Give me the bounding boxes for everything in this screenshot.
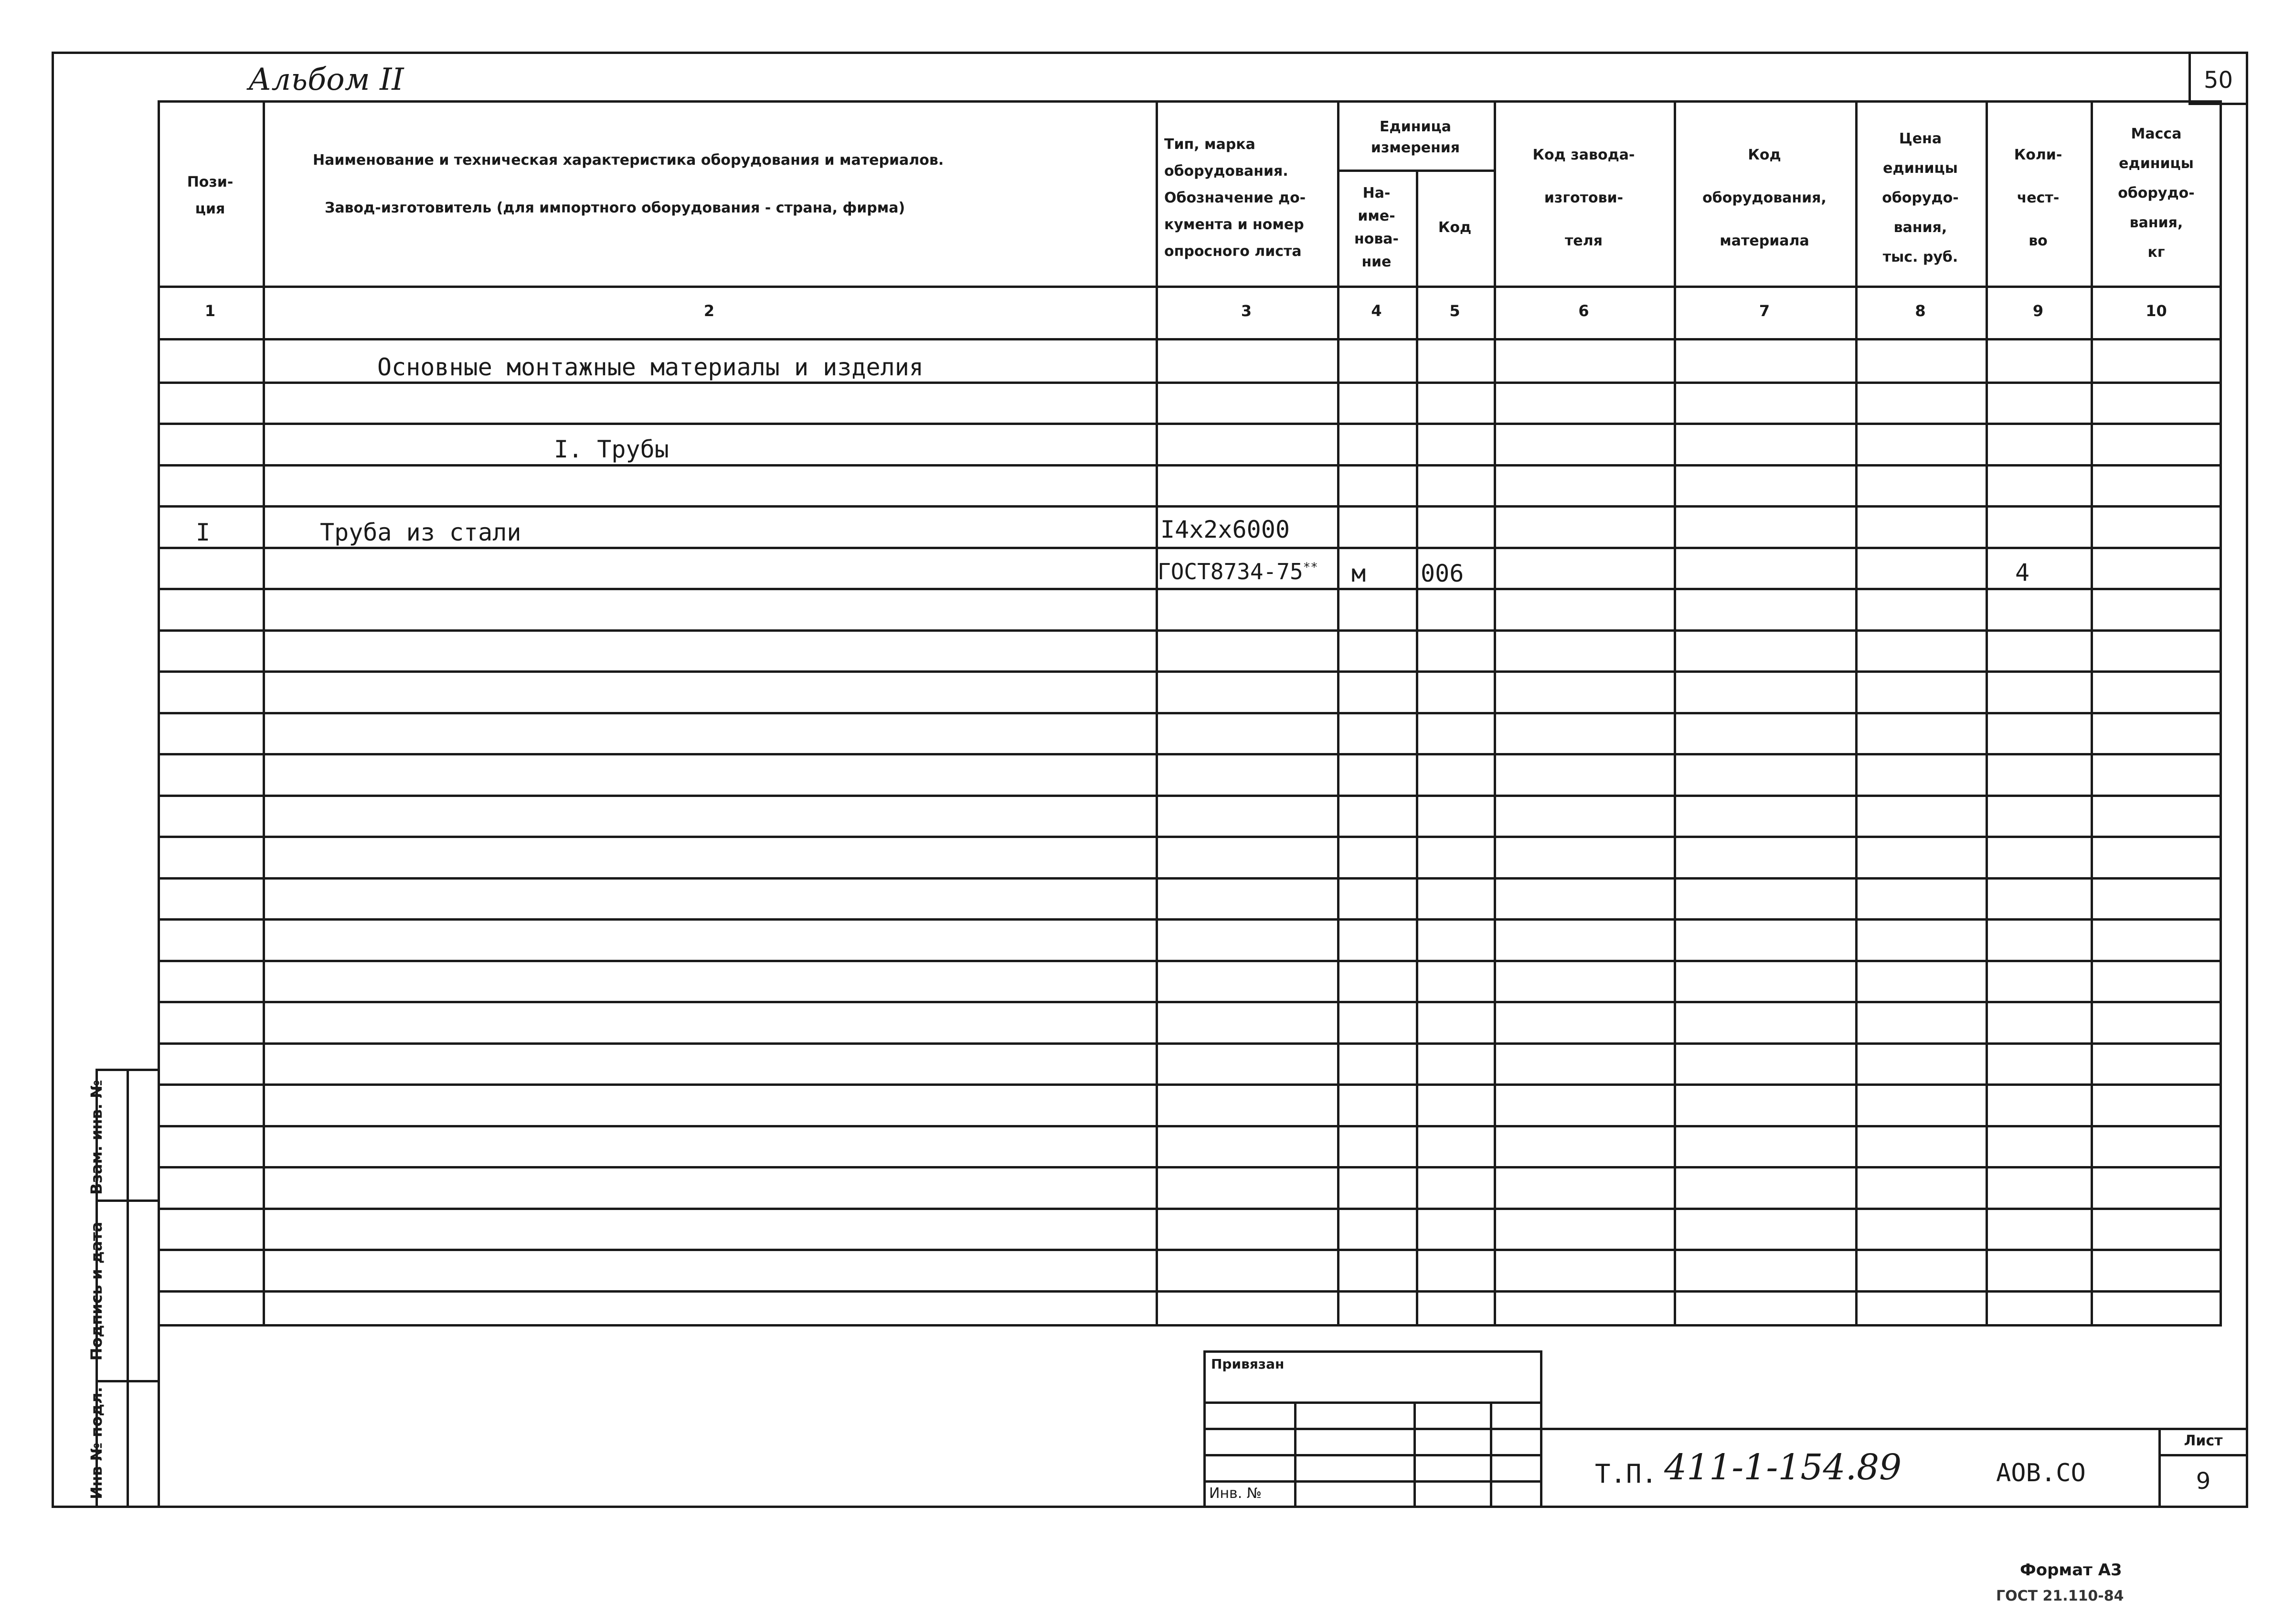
table-row-line (158, 877, 2222, 880)
item-quantity: 4 (2015, 559, 2030, 586)
header-type: Тип, марка оборудования. Обозначение до- кумента и номер опросного листа (1164, 136, 1306, 260)
header-quantity: Коли- чест- во (2014, 147, 2062, 249)
item-type: I4x2x6000 (1160, 516, 1290, 543)
table-row-line (158, 1001, 2222, 1003)
sheet-number: 9 (2196, 1468, 2211, 1495)
page-number: 50 (2203, 67, 2233, 94)
table-row-line (158, 464, 2222, 467)
attached-vline-2 (1413, 1401, 1416, 1508)
column-number-line (158, 338, 2222, 340)
column-number: 8 (1915, 302, 1926, 320)
item-gost-text: ГОСТ8734-75 (1158, 559, 1303, 584)
album-title: Альбом II (248, 62, 404, 97)
sheet-box-line (2158, 1454, 2248, 1456)
side-stamp-replace-inv: Взам. инв. № (87, 1080, 106, 1195)
item-unit-code: 006 (1421, 560, 1464, 587)
column-number: 9 (2032, 302, 2044, 320)
table-row-line (158, 753, 2222, 755)
header-position: Пози- ция (187, 174, 234, 217)
header-unit-group: Единица измерения (1370, 118, 1460, 156)
header-factory-code: Код завода- изготови- теля (1532, 147, 1635, 249)
column-number: 10 (2146, 302, 2167, 320)
side-stamp-line-1 (96, 1199, 160, 1202)
side-stamp-inv-no: Инв № подл. (87, 1387, 106, 1499)
column-number: 3 (1241, 302, 1252, 320)
doc-code: АОВ.СО (1996, 1459, 2086, 1487)
side-stamp-sign-date: Подпись и дата (87, 1221, 106, 1361)
table-row-line (158, 670, 2222, 673)
table-row-line (158, 588, 2222, 590)
column-number: 7 (1759, 302, 1770, 320)
col-divider-4 (1416, 170, 1418, 1327)
footer-gost: ГОСТ 21.110-84 (1996, 1588, 2124, 1604)
table-row-line (158, 423, 2222, 425)
item-name: Труба из стали (320, 519, 521, 546)
table-row-line (158, 505, 2222, 508)
attached-vline-3 (1490, 1401, 1492, 1508)
header-mass: Масса единицы оборудо- вания, кг (2118, 126, 2195, 261)
subsection-title: I. Трубы (554, 435, 669, 463)
sheet-label: Лист (2184, 1433, 2223, 1449)
item-gost-sup: ** (1303, 560, 1318, 575)
table-row-line (158, 1249, 2222, 1251)
section-title: Основные монтажные материалы и изделия (377, 353, 924, 381)
table-row-line (158, 1290, 2222, 1293)
table-row-line (158, 712, 2222, 714)
tp-number: 411-1-154.89 (1664, 1447, 1902, 1488)
side-stamp-divider (127, 1069, 129, 1508)
table-row-line (158, 795, 2222, 797)
table-row-line (158, 1125, 2222, 1127)
column-number: 5 (1449, 302, 1460, 320)
header-price: Цена единицы оборудо- вания, тыс. руб. (1882, 130, 1959, 265)
table-row-line (158, 1083, 2222, 1086)
table-row-line (158, 1208, 2222, 1210)
unit-split-line (1337, 170, 1494, 172)
column-number: 1 (204, 302, 216, 320)
header-unit-name: На- име- нова- ние (1354, 185, 1399, 270)
header-bottom-line (158, 286, 2222, 288)
attached-vline-1 (1294, 1401, 1296, 1508)
header-unit-code: Код (1438, 219, 1472, 236)
header-name-line1: Наименование и техническая характеристика оборудования и материалов. (313, 152, 944, 169)
attached-label: Привязан (1211, 1356, 1285, 1372)
tp-prefix: Т.П. (1595, 1459, 1657, 1489)
table-row-line (158, 960, 2222, 962)
inv-label: Инв. № (1209, 1485, 1262, 1502)
item-unit: м (1351, 560, 1366, 587)
column-number: 6 (1578, 302, 1589, 320)
table-row-line (158, 382, 2222, 384)
header-name-line2: Завод-изготовитель (для импортного оборудования - страна, фирма) (325, 200, 905, 216)
table-row-line (158, 629, 2222, 632)
table-row-line (158, 1166, 2222, 1168)
table-row-line (158, 918, 2222, 921)
title-block-top (1542, 1428, 2248, 1430)
table-row-line (158, 547, 2222, 549)
header-equipment-code: Код оборудования, материала (1702, 147, 1827, 249)
item-position: I (196, 519, 211, 546)
column-number: 4 (1371, 302, 1382, 320)
table-row-line (158, 836, 2222, 838)
item-gost (1158, 559, 1318, 584)
format-label: Формат А3 (2020, 1560, 2122, 1580)
column-number: 2 (703, 302, 715, 320)
table-row-line (158, 1042, 2222, 1045)
